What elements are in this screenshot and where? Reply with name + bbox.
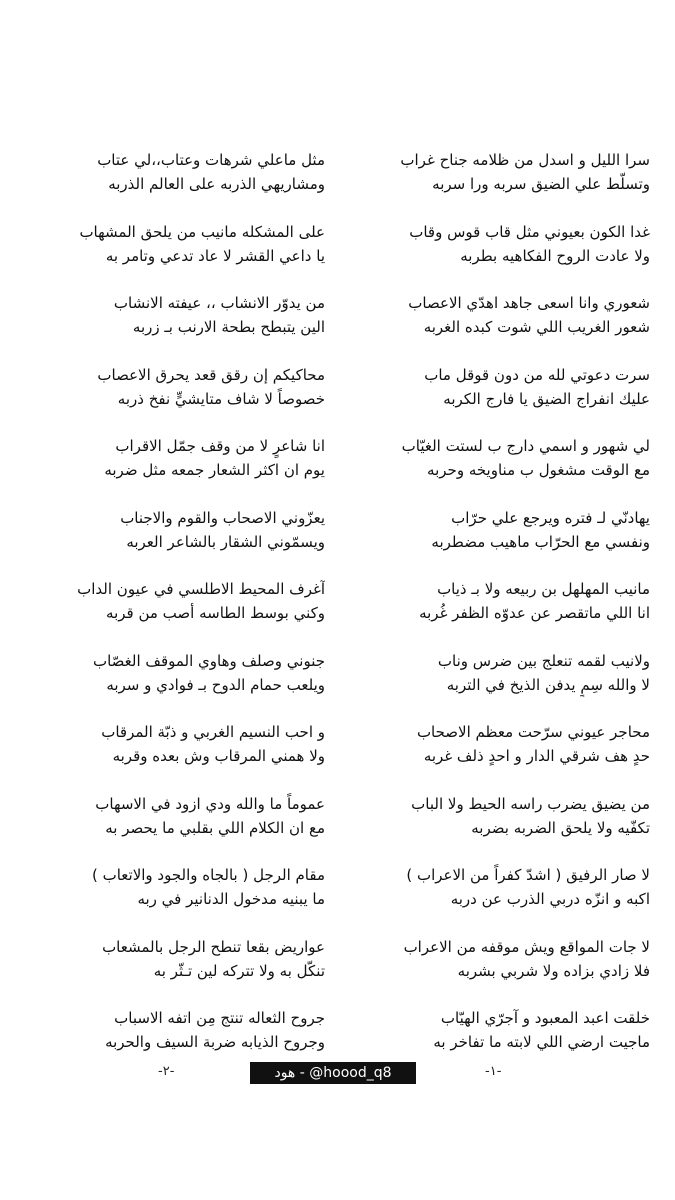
poem-column-left bbox=[25, 148, 325, 1078]
verse-line: مقام الرجل ( بالجاه والجود والاتعاب ) bbox=[91, 866, 325, 884]
verse-line: محاجر عيوني سرّحت معظم الاصحاب bbox=[416, 723, 650, 741]
verse-line: عواريض بقعا تنطح الرجل بالمشعاب bbox=[102, 937, 325, 956]
verse bbox=[345, 363, 650, 431]
verse-line: يا داعي القشر لا عاد تدعي وتامر به bbox=[105, 246, 325, 265]
verse-line: خصوصاً لا شاف متايشيٍّ نفخ ذربه bbox=[117, 389, 325, 408]
verse-line: مع ان الكلام اللي بقلبي ما يحصر به bbox=[105, 818, 325, 837]
verse-line: مثل ماعلي شرهات وعتاب،،لي عتاب bbox=[97, 151, 325, 169]
verse-line: عموماً ما والله ودي ازود في الاسهاب bbox=[95, 794, 325, 813]
verse-line: جروح الثعاله تنتج مِن اتفه الاسباب bbox=[114, 1009, 325, 1027]
verse-line: سرا الليل و اسدل من ظلامه جناح غراب bbox=[400, 151, 650, 169]
verse bbox=[25, 148, 325, 216]
verse bbox=[345, 434, 650, 502]
verse bbox=[25, 291, 325, 359]
verse-line: اكبه و انزّه دربي الذرب عن دربه bbox=[450, 890, 650, 908]
verse-line: على المشكله مانيب من يلحق المشهاب bbox=[79, 222, 325, 241]
verse-line: شعور الغريب اللي شوت كبده الغربه bbox=[423, 318, 650, 336]
verse-line: غدا الكون بعيوني مثل قاب قوس وقاب bbox=[409, 222, 650, 241]
verse-line: يوم ان اكثر الشعار جمعه مثل ضربه bbox=[104, 461, 325, 479]
verse-line: شعوري وانا اسعى جاهد اهدّي الاعصاب bbox=[408, 294, 650, 312]
verse bbox=[345, 291, 650, 359]
verse-line: وجروح الذيابه ضربة السيف والحربه bbox=[105, 1033, 325, 1051]
verse-line: حدٍ هف شرقي الدار و احدٍ ذلف غربه bbox=[423, 747, 650, 765]
verse bbox=[25, 363, 325, 431]
verse bbox=[345, 577, 650, 645]
verse-line: ولا همني المرقاب وش بعده وقربه bbox=[112, 747, 325, 765]
verse-line: عليك انفراج الضيق يا فارج الكربه bbox=[443, 389, 650, 408]
verse bbox=[25, 649, 325, 717]
author-handle-badge: هود - @hoood_q8 bbox=[250, 1062, 416, 1084]
verse bbox=[345, 935, 650, 1003]
verse-line: ولانيب لقمه تنعلج بين ضرس وناب bbox=[437, 651, 650, 670]
page-number-right: -١- bbox=[485, 1064, 502, 1079]
verse bbox=[25, 935, 325, 1003]
verse-line: انا شاعرٍ لا من وقف جمّل الاقراب bbox=[115, 437, 325, 455]
verse-line: وتسلّط علي الضيق سربه ورا سربه bbox=[432, 175, 650, 193]
verse-line: ماجيت ارضي اللي لابته ما تفاخر به bbox=[433, 1033, 650, 1051]
verse-line: ويسمّوني الشقار بالشاعر العربه bbox=[126, 532, 325, 551]
verse-line: مع الوقت مشغول ب مناويخه وحربه bbox=[427, 461, 650, 479]
verse-line: لا والله سِمٍ يدفن الذيخ في التربه bbox=[446, 675, 650, 694]
verse bbox=[345, 792, 650, 860]
verse-line: ما يبنيه مدخول الدنانير في ربه bbox=[137, 890, 325, 908]
verse-line: تكفّيه ولا يلحق الضربه بضربه bbox=[471, 818, 650, 837]
verse-line: و احب النسيم الغربي و ذبّة المرقاب bbox=[101, 723, 325, 741]
verse-line: آغرف المحيط الاطلسي في عيون الداب bbox=[77, 580, 325, 598]
verse-line: الين يتبطح بطحة الارنب بـ زربه bbox=[132, 318, 325, 336]
verse-line: مانيب المهلهل بن ربيعه ولا بـ ذياب bbox=[437, 580, 650, 598]
verse-line: جنوني وصلف وهاوي الموقف الغصّاب bbox=[92, 651, 325, 670]
verse bbox=[25, 792, 325, 860]
verse-line: فلا زادي بزاده ولا شربي بشربه bbox=[457, 961, 650, 980]
verse-line: ونفسي مع الحرّاب ماهيب مضطربه bbox=[431, 532, 650, 551]
verse-line: خلقت اعبد المعبود و آجرّي الهيّاب bbox=[440, 1009, 650, 1027]
verse-line: لا صار الرفيق ( اشدّ كفراً من الاعراب ) bbox=[406, 866, 650, 884]
verse bbox=[25, 220, 325, 288]
verse-line: ولا عادت الروح الفكاهيه بطربه bbox=[460, 246, 650, 265]
verse bbox=[345, 720, 650, 788]
verse-line: من يضيق يضرب راسه الحيط ولا الباب bbox=[411, 794, 650, 813]
verse bbox=[345, 220, 650, 288]
verse-line: محاكيكم إن رقق قعد يحرق الاعصاب bbox=[97, 365, 325, 384]
verse-line: لا جات المواقع ويش موقفه من الاعراب bbox=[403, 937, 650, 956]
verse-line: ويلعب حمام الدوح بـ فوادي و سربه bbox=[106, 675, 325, 694]
verse-line: وكني بوسط الطاسه أصب من قربه bbox=[106, 604, 325, 622]
verse-line: يعزّوني الاصحاب والقوم والاجناب bbox=[120, 508, 325, 527]
verse bbox=[345, 863, 650, 931]
verse bbox=[345, 148, 650, 216]
verse-line: من يدوّر الانشاب ،، عيفته الانشاب bbox=[113, 294, 325, 312]
verse bbox=[25, 720, 325, 788]
verse bbox=[25, 863, 325, 931]
verse bbox=[25, 434, 325, 502]
poem-column-right bbox=[345, 148, 650, 1078]
verse bbox=[25, 506, 325, 574]
page-footer bbox=[0, 1060, 675, 1090]
verse-line: تنكّل به ولا تتركه لين تـثّر به bbox=[153, 961, 325, 980]
verse-line: ومشاريهي الذربه على العالم الذربه bbox=[108, 175, 325, 193]
verse-line: انا اللي ماتقصر عن عدوّه الظفر غُربه bbox=[419, 604, 650, 622]
verse-line: يهادنّي لـ فتره ويرجع علي حرّاب bbox=[451, 508, 650, 527]
verse-line: لي شهور و اسمي دارج ب لستت الغيّاب bbox=[401, 437, 650, 455]
page-number-left: -٢- bbox=[158, 1064, 175, 1079]
verse bbox=[345, 649, 650, 717]
verse-line: سرت دعوتي لله من دون قوقل ماب bbox=[424, 365, 650, 384]
verse bbox=[25, 577, 325, 645]
verse bbox=[345, 506, 650, 574]
